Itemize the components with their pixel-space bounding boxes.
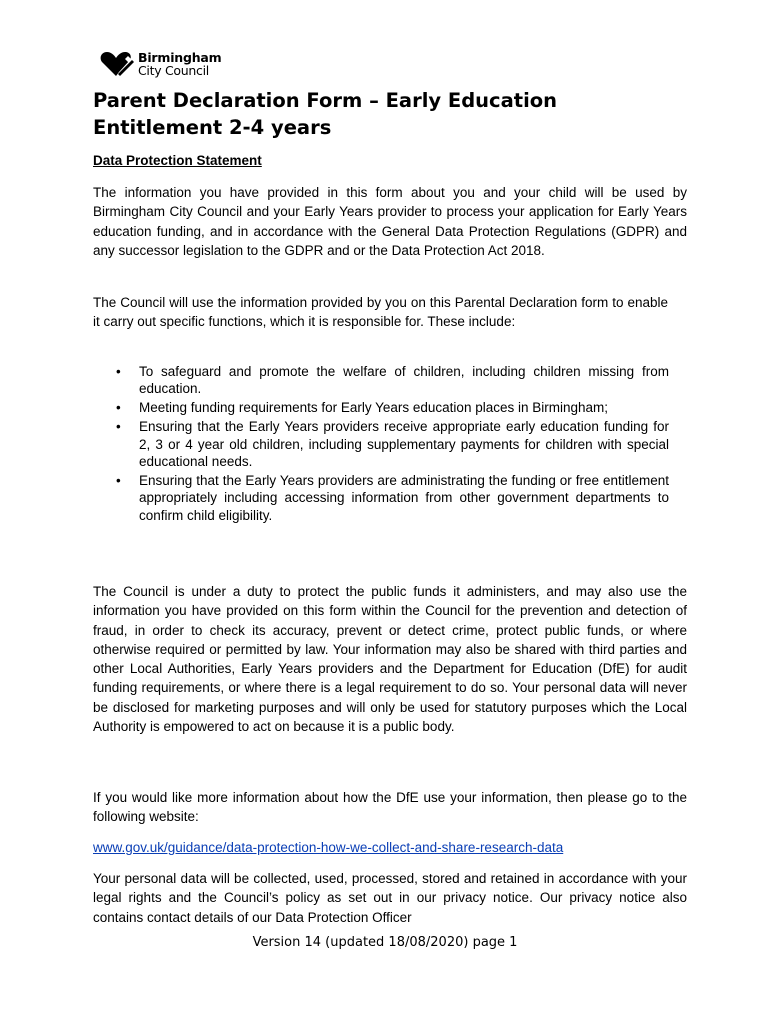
paragraph-functions: The Council will use the information provided by you on this Parental Declaration form to enable it carry out specific functions, which it is responsible for. These include: [93,295,668,330]
logo-text [138,51,222,77]
paragraph-fraud: The Council is under a duty to protect the public funds it administers, and may also use the information you have provided on this form within the Council for the prevention and detection of fraud, in order to check its accuracy, prevent or detect crime, protect public funds, or where otherwise required or permitted by law. Your information may also be shared with third parties and other Local Authorities, Early Years providers and the Department for Education (DfE) for audit funding requirements, or where there is a legal requirement to do so. Your personal data will never be disclosed for marketing purposes and will only be used for statutory purposes which the Local Authority is empowered to act on because it is a public body. [93,584,687,735]
heart-logo-icon [99,50,135,78]
logo-line-1: Birmingham [138,50,222,65]
bullet-icon: • [116,400,121,416]
paragraph-dfe: If you would like more information about how the DfE use your information, then please go to the following website: [93,790,687,825]
list-item-text: Meeting funding requirements for Early Years education places in Birmingham; [139,400,609,416]
list-item [93,399,669,416]
bullet-icon: • [116,419,121,435]
list-item [93,472,669,524]
bullet-icon: • [116,364,121,379]
paragraph-intro: The information you have provided in this form about you and your child will be used by Birmingham City Council and your Early Years provider to process your application for Early Years education funding, and in accordance with the General Data Protection Regulations (GDPR) and any successor legislation to the GDPR and or the Data Protection Act 2018. [93,185,687,258]
page-title: Parent Declaration Form – Early Education Entitlement 2-4 years [93,89,558,139]
council-logo [99,49,222,79]
functions-list [93,363,669,526]
list-item [93,363,669,398]
section-heading: Data Protection Statement [93,153,262,168]
paragraph-link [93,838,687,857]
list-item [93,418,669,470]
bullet-icon: • [116,472,121,488]
page-footer: Version 14 (updated 18/08/2020) page 1 [252,935,518,950]
list-item-text: To safeguard and promote the welfare of children, including children missing from education. [139,364,669,397]
list-item-text: Ensuring that the Early Years providers are administrating the funding or free entitlement appropriately including accessing information from other government departments to confirm child eligibility. [139,472,669,523]
dfe-data-link[interactable]: www.gov.uk/guidance/data-protection-how-we-collect-and-share-research-data [93,840,564,855]
paragraph-privacy: Your personal data will be collected, used, processed, stored and retained in accordance with your legal rights and the Council’s policy as set out in our privacy notice. Our privacy notice also contains contact details of our Data Protection Officer [93,871,687,925]
list-item-text: Ensuring that the Early Years providers receive appropriate early education funding for 2, 3 or 4 year old children, including supplementary payments for children with special educational needs. [139,419,669,470]
logo-line-2: City Council [138,63,209,78]
